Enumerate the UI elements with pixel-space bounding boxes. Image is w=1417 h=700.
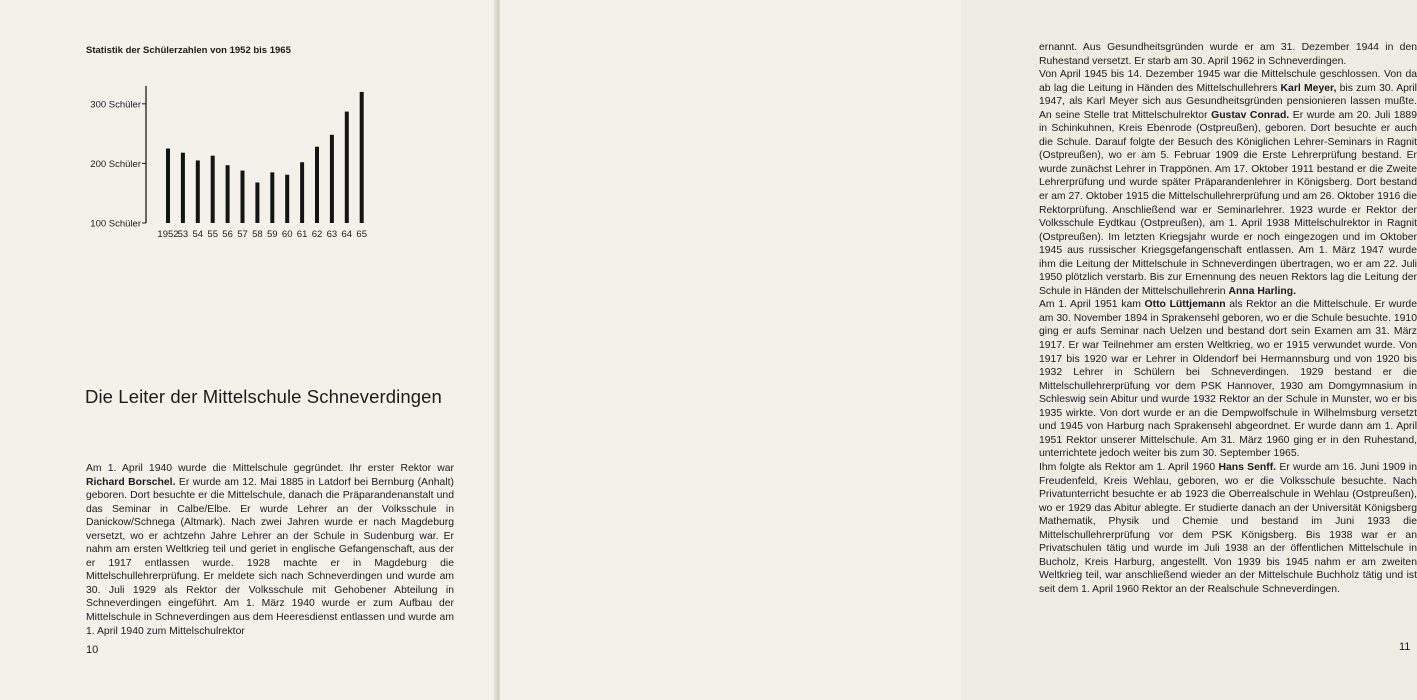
right-page: [500, 0, 1417, 700]
x-tick-label: 53: [177, 229, 189, 240]
person-name: Gustav Conrad.: [1211, 109, 1290, 121]
text-run: bis zum 30. April 1947, als Karl Meyer sich aus Gesundheitsgründen pensionieren lassen mußte. An seine Stelle trat Mittelschulrektor: [1039, 82, 1417, 121]
x-tick-label: 58: [252, 229, 263, 240]
paragraph: [86, 462, 454, 638]
bar: [345, 112, 349, 223]
paragraph: [1039, 41, 1417, 68]
x-tick-label: 55: [207, 229, 218, 240]
bar: [241, 171, 245, 223]
x-tick-label: 65: [356, 229, 367, 240]
page-number-left: 10: [86, 644, 99, 656]
text-run: als Rektor an die Mittelschule. Er wurde am 30. November 1894 in Sprakensehl geboren, wo er die Schule besuchte. 1910 ging er aufs Seminar nach Uelzen und bestand dort sein Examen am 31. März 1917. Er war Teilnehmer am ersten Weltkrieg, wo er 1915 verwundet wurde. Von 1917 bis 1920 war er Lehrer in Oldendorf bei Hermannsburg und von 1920 bis 1932 Lehrer in Schülern bei Schneverdingen. 1929 bestand er die Mittelschullehrerprüfung vor dem PSK Hannover, 1930 am Domgymnasium in Schleswig sein Abitur und wurde 1932 Rektor an der Schule in Munster, wo er bis 1935 wirkte. Von dort wurde er an die Dempwolfschule in Wilhelmsburg versetzt und 1945 von Harburg nach Sprakensehl abgeordnet. Er wurde dann am 1. April 1951 Rektor unserer Mittelschule. Am 31. März 1960 ging er in den Ruhestand, unterrichtete jedoch weiter bis zum 30. September 1965.: [1039, 299, 1417, 460]
bar: [360, 92, 364, 223]
section-heading: Die Leiter der Mittelschule Schneverdingen: [85, 386, 442, 407]
y-tick-label: 200 Schüler: [90, 158, 141, 170]
bar: [255, 182, 259, 223]
paragraph: [1039, 461, 1417, 596]
page-number-right: 11: [1399, 641, 1411, 653]
bar: [285, 175, 289, 223]
text-run: Er wurde am 20. Juli 1889 in Schinkuhnen, Kreis Ebenrode (Ostpreußen), geboren. Dort besuchte er auch die Schule. Darauf folgte der Besuch des Königlichen Lehrer-Seminars in Ragnit (Ostpreußen), wo er am 5. Februar 1909 die Erste Lehrerprüfung bestand. Er wurde zunächst Lehrer in Trappönen. Am 17. Oktober 1911 bestand er die Zweite Lehrerprüfung und wurde später Präparandenlehrer in Königsberg. Dort bestand er am 27. Oktober 1915 die Mittelschullehrerprüfung und am 26. Oktober 1916 die Rektorprüfung. Anschließend war er Seminarlehrer. 1923 wurde er Rektor der Volksschule Eydtkau (Ostpreußen), am 1. April 1938 Mittelschulrektor in Ragnit (Ostpreußen). Im letzten Kriegsjahr wurde er noch eingezogen und im Oktober 1945 aus russischer Kriegsgefangenschaft entlassen. Am 1. März 1947 wurde ihm die Leitung der Mittelschule in Schneverdingen übertragen, wo er am 22. Juli 1950 plötzlich verstarb. Bis zur Ernennung des neuen Rektors lag die Leitung der Schule in Händen der Mittelschullehrerin: [1039, 109, 1417, 297]
person-name: Otto Lüttjemann: [1144, 299, 1226, 311]
bar: [211, 156, 215, 223]
text-run: Am 1. April 1951 kam: [1039, 299, 1145, 311]
person-name: Anna Harling.: [1228, 285, 1296, 297]
y-tick-label: 100 Schüler: [90, 218, 141, 230]
x-tick-label: 60: [281, 229, 293, 240]
bar: [181, 153, 185, 223]
left-body-text: [86, 462, 454, 638]
text-run: Er wurde am 16. Juni 1909 in Freudenfeld, Kreis Wehlau, geboren, wo er die Volksschule besuchte. Nach Privatunterricht besuchte er ab 1923 die Oberrealschule in Wehlau (Ostpreußen), wo er 1929 das Abitur ablegte. Er studierte danach an der Universität Königsberg Mathematik, Physik und Chemie und bestand im Juni 1933 die Mittelschullehrerprüfung vor dem PSK Königsberg. Bis 1938 war er an Privatschulen tätig und wurde im Juli 1938 an der öffentlichen Mittelschule in Bucholz, Kreis Harburg, angestellt. Von 1939 bis 1945 nahm er am zweiten Weltkrieg teil, war anschließend wieder an der Mittelschule Buchholz tätig und ist seit dem 1. April 1960 Rektor an der Realschule Schneverdingen.: [1039, 461, 1417, 595]
x-tick-label: 56: [222, 229, 233, 240]
text-run: Am 1. April 1940 wurde die Mittelschule gegründet. Ihr erster Rektor war: [86, 463, 454, 474]
x-tick-label: 61: [296, 229, 308, 240]
x-tick-label: 63: [326, 229, 338, 240]
paragraph: [1039, 68, 1417, 298]
bar: [196, 160, 200, 223]
person-name: Richard Borschel.: [86, 476, 176, 488]
left-page: [0, 0, 496, 700]
person-name: Karl Meyer,: [1280, 82, 1337, 94]
bar: [300, 162, 304, 223]
chart-title: Statistik der Schülerzahlen von 1952 bis 1965: [86, 45, 291, 56]
text-run: Er wurde am 12. Mai 1885 in Latdorf bei Bernburg (Anhalt) geboren. Dort besuchte er die Mittelschule, danach die Präparandenanstalt und das Seminar in Calbe/Elbe. Er wurde Lehrer an der Volksschule in Danickow/Schnega (Altmark). Nach zwei Jahren wurde er nach Magdeburg versetzt, wo er achtzehn Jahre Lehrer an der Schule in Sudenburg war. Er nahm am ersten Weltkrieg teil und geriet in englische Gefangenschaft, aus der er 1917 entlassen wurde. 1928 machte er in Magdeburg die Mittelschullehrerprüfung. Er meldete sich nach Schneverdingen und wurde am 30. Juli 1929 als Rektor der Volksschule mit Gehobener Abteilung in Schneverdingen eingeführt. Am 1. März 1940 wurde er zum Aufbau der Mittelschule in Schneverdingen aus dem Heeresdienst entlassen und wurde am 1. April 1940 zum Mittelschulrektor: [86, 476, 454, 637]
bar: [315, 147, 319, 223]
student-count-bar-chart: [80, 80, 460, 248]
paragraph: [1039, 298, 1417, 461]
bar: [226, 165, 230, 223]
bar: [270, 172, 274, 223]
x-tick-label: 57: [237, 229, 248, 240]
bar: [166, 149, 170, 223]
x-tick-label: 64: [341, 229, 353, 240]
person-name: Hans Senff.: [1218, 461, 1277, 473]
text-run: Ihm folgte als Rektor am 1. April 1960: [1039, 461, 1219, 473]
y-tick-label: 300 Schüler: [90, 99, 141, 111]
text-run: Von April 1945 bis 14. Dezember 1945 war die Mittelschule geschlossen. Von da ab lag die Leitung in Händen des Mittelschullehrers: [1039, 69, 1417, 94]
x-tick-label: 59: [267, 229, 278, 240]
text-run: ernannt. Aus Gesundheitsgründen wurde er am 31. Dezember 1944 in den Ruhestand versetzt. Er starb am 30. April 1962 in Schneverdingen.: [1039, 42, 1417, 67]
x-tick-label: 54: [192, 229, 204, 240]
right-body-text: [1039, 41, 1417, 596]
bar: [330, 135, 334, 223]
x-tick-label: 1952: [157, 229, 179, 240]
x-tick-label: 62: [311, 229, 323, 240]
